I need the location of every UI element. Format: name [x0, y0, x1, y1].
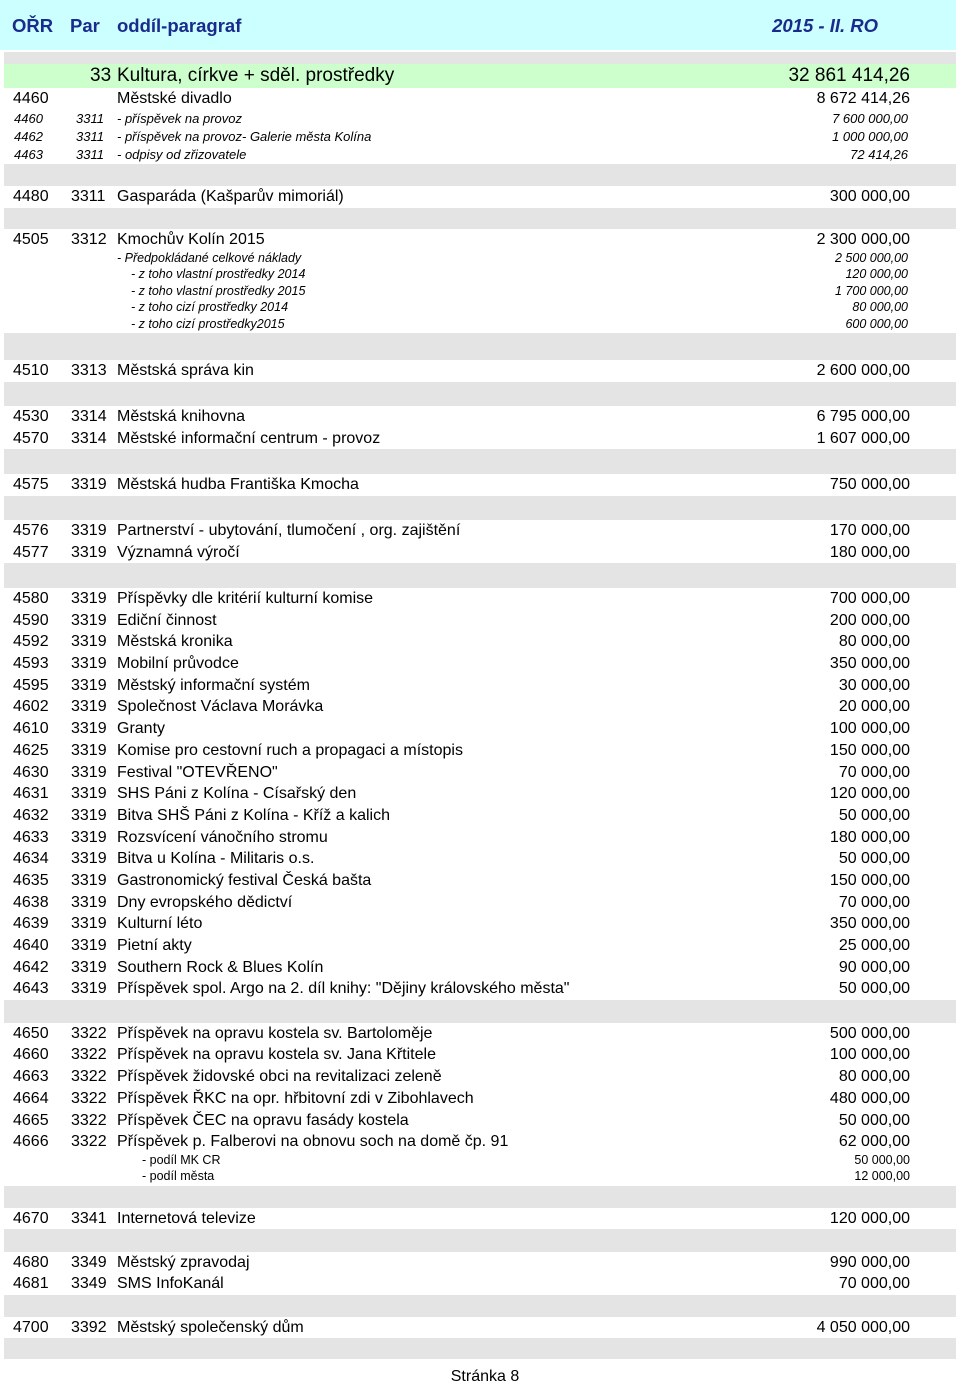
budget-row — [0, 762, 956, 784]
paragraph-code: 3319 — [71, 958, 107, 976]
estimate-row — [0, 251, 956, 268]
budget-row — [0, 360, 956, 382]
orr-code: 4610 — [13, 720, 49, 738]
item-name: Gasparáda (Kašparův mimoriál) — [117, 188, 344, 206]
budget-row — [0, 696, 956, 718]
item-name: Gastronomický festival Česká bašta — [117, 871, 372, 889]
amount: 4 050 000,00 — [816, 1318, 910, 1336]
amount: 72 414,26 — [850, 146, 908, 162]
orr-code: 4665 — [13, 1111, 49, 1129]
item-name: - odpisy od zřizovatele — [117, 146, 247, 162]
amount: 1 700 000,00 — [835, 283, 908, 298]
section-code: 33 — [90, 65, 112, 86]
paragraph-code: 3319 — [71, 871, 107, 889]
paragraph-code: 3349 — [71, 1253, 107, 1271]
item-name: Partnerství - ubytování, tlumočení , org. zajištění — [117, 522, 461, 540]
budget-row — [0, 588, 956, 610]
separator-row — [4, 1338, 956, 1359]
budget-row — [0, 474, 956, 496]
amount: 500 000,00 — [829, 1024, 910, 1042]
amount: 120 000,00 — [845, 267, 908, 282]
orr-code: 4632 — [13, 806, 49, 824]
budget-row — [0, 88, 956, 110]
paragraph-code: 3322 — [71, 1133, 107, 1151]
orr-code: 4530 — [13, 408, 49, 426]
amount: 50 000,00 — [838, 980, 910, 998]
item-name: Southern Rock & Blues Kolín — [117, 958, 324, 976]
item-name: Příspěvek p. Falberovi na obnovu soch na domě čp. 91 — [117, 1133, 509, 1151]
item-name: - příspěvek na provoz- Galerie města Kolína — [117, 128, 372, 144]
orr-code: 4663 — [13, 1068, 49, 1086]
item-name: Příspěvek ČEC na opravu fasády kostela — [117, 1111, 409, 1129]
paragraph-code: 3322 — [71, 1024, 107, 1042]
orr-code: 4570 — [13, 429, 49, 447]
item-name: Městské informační centrum - provoz — [117, 429, 381, 447]
orr-code: 4643 — [13, 980, 49, 998]
amount: 6 795 000,00 — [816, 408, 910, 426]
item-name: Příspěvek spol. Argo na 2. díl knihy: "Dějiny královského města" — [117, 980, 570, 998]
budget-row — [0, 542, 956, 564]
amount: 2 500 000,00 — [835, 250, 908, 265]
budget-row — [0, 631, 956, 653]
budget-row — [0, 827, 956, 849]
item-name: Městská správa kin — [117, 362, 254, 380]
paragraph-code: 3319 — [71, 676, 107, 694]
paragraph-code: 3319 — [71, 611, 107, 629]
amount: 1 000 000,00 — [832, 128, 908, 144]
budget-row — [0, 913, 956, 935]
budget-row — [0, 1023, 956, 1045]
item-name: Příspěvek ŘKC na opr. hřbitovní zdi v Zibohlavech — [117, 1089, 474, 1107]
orr-code: 4666 — [13, 1133, 49, 1151]
separator-row — [4, 382, 956, 406]
separator-row — [4, 1295, 956, 1317]
item-name: Komise pro cestovní ruch a propagaci a místopis — [117, 741, 463, 759]
orr-code: 4580 — [13, 590, 49, 607]
amount: 350 000,00 — [829, 655, 910, 673]
paragraph-code: 3319 — [71, 937, 107, 954]
item-name: Mobilní průvodce — [117, 655, 239, 673]
orr-code: 4660 — [13, 1046, 49, 1064]
amount: 200 000,00 — [829, 611, 910, 629]
amount: 80 000,00 — [838, 633, 910, 651]
separator-row — [4, 496, 956, 520]
amount: 750 000,00 — [829, 476, 910, 494]
breakdown-row — [0, 300, 956, 317]
separator-row — [4, 164, 956, 186]
section-total: 32 861 414,26 — [788, 65, 910, 86]
item-name: Kulturní léto — [117, 915, 203, 933]
paragraph-code: 3311 — [76, 128, 104, 144]
item-name: Festival "OTEVŘENO" — [117, 763, 278, 781]
paragraph-code: 3319 — [71, 543, 107, 561]
paragraph-code: 3319 — [71, 893, 107, 911]
amount: 480 000,00 — [829, 1089, 910, 1107]
item-name: Bitva SHŠ Páni z Kolína - Kříž a kalich — [117, 806, 390, 824]
item-name: Příspěvek na opravu kostela sv. Bartoloměje — [117, 1024, 433, 1042]
amount: 120 000,00 — [829, 1209, 910, 1227]
amount: 62 000,00 — [838, 1133, 910, 1151]
amount: 80 000,00 — [852, 300, 908, 315]
item-name: SMS InfoKanál — [117, 1275, 224, 1293]
orr-code: 4634 — [13, 850, 49, 868]
orr-code: 4681 — [13, 1275, 49, 1293]
budget-row — [0, 229, 956, 251]
separator-row — [4, 1186, 956, 1208]
budget-row — [0, 1131, 956, 1153]
amount: 2 600 000,00 — [816, 362, 910, 380]
orr-code: 4650 — [13, 1024, 49, 1042]
paragraph-code: 3322 — [71, 1046, 107, 1064]
orr-code: 4670 — [13, 1209, 49, 1227]
paragraph-code: 3349 — [71, 1275, 107, 1293]
paragraph-code: 3311 — [76, 146, 104, 162]
paragraph-code: 3319 — [71, 522, 107, 540]
budget-row — [0, 892, 956, 914]
paragraph-code: 3319 — [71, 720, 107, 738]
budget-row — [0, 1317, 956, 1339]
breakdown-label: - z toho cizí prostředky 2014 — [131, 300, 289, 315]
item-name: Kmochův Kolín 2015 — [117, 231, 265, 249]
budget-row — [0, 1044, 956, 1066]
estimate-label: - Předpokládané celkové náklady — [117, 250, 302, 265]
paragraph-code: 3312 — [71, 231, 107, 249]
separator-row — [4, 1000, 956, 1023]
orr-code: 4480 — [13, 188, 49, 206]
amount: 180 000,00 — [829, 828, 910, 846]
paragraph-code: 3319 — [71, 633, 107, 651]
item-name: Pietní akty — [117, 937, 192, 954]
budget-row — [0, 406, 956, 428]
amount: 50 000,00 — [854, 1152, 910, 1167]
orr-code: 4633 — [13, 828, 49, 846]
amount: 70 000,00 — [838, 763, 910, 781]
item-name: Městský informační systém — [117, 676, 310, 694]
paragraph-code: 3319 — [71, 476, 107, 494]
orr-code: 4638 — [13, 893, 49, 911]
amount: 50 000,00 — [838, 1111, 910, 1129]
orr-code: 4635 — [13, 871, 49, 889]
share-label: - podíl města — [142, 1169, 215, 1184]
paragraph-code: 3322 — [71, 1111, 107, 1129]
amount: 80 000,00 — [838, 1068, 910, 1086]
amount: 120 000,00 — [829, 785, 910, 803]
amount: 12 000,00 — [854, 1169, 910, 1184]
item-name: Významná výročí — [117, 543, 240, 561]
orr-code: 4640 — [13, 937, 49, 954]
orr-code: 4595 — [13, 676, 49, 694]
amount: 100 000,00 — [829, 1046, 910, 1064]
amount: 50 000,00 — [838, 806, 910, 824]
item-name: Bitva u Kolína - Militaris o.s. — [117, 850, 315, 868]
orr-code: 4463 — [14, 146, 43, 162]
amount: 70 000,00 — [838, 893, 910, 911]
item-name: Internetová televize — [117, 1209, 256, 1227]
header-col-orr: OŘR — [12, 15, 54, 36]
budget-row — [0, 1252, 956, 1274]
page-number: Stránka 8 — [450, 1368, 520, 1385]
paragraph-code: 3319 — [71, 806, 107, 824]
breakdown-row — [0, 267, 956, 284]
separator-row — [4, 1229, 956, 1251]
budget-row — [0, 653, 956, 675]
orr-code: 4680 — [13, 1253, 49, 1271]
orr-code: 4642 — [13, 958, 49, 976]
orr-code: 4510 — [13, 362, 49, 380]
sub-item-row — [0, 128, 956, 146]
paragraph-code: 3319 — [71, 828, 107, 846]
orr-code: 4593 — [13, 655, 49, 673]
paragraph-code: 3319 — [71, 741, 107, 759]
amount: 180 000,00 — [829, 543, 910, 561]
amount: 20 000,00 — [838, 698, 910, 716]
separator-row — [4, 333, 956, 360]
paragraph-code: 3392 — [71, 1318, 107, 1336]
item-name: Městská knihovna — [117, 408, 246, 426]
breakdown-label: - z toho cizí prostředky2015 — [131, 316, 285, 331]
item-name: Společnost Václava Morávka — [117, 698, 324, 716]
amount: 25 000,00 — [838, 937, 910, 954]
breakdown-label: - z toho vlastní prostředky 2015 — [131, 283, 306, 298]
item-name: Městské divadlo — [117, 90, 232, 107]
budget-row — [0, 957, 956, 979]
breakdown-row — [0, 317, 956, 334]
amount: 990 000,00 — [829, 1253, 910, 1271]
item-name: - příspěvek na provoz — [117, 110, 243, 126]
paragraph-code: 3319 — [71, 980, 107, 998]
amount: 50 000,00 — [838, 850, 910, 868]
share-row — [0, 1153, 956, 1170]
budget-row — [0, 675, 956, 697]
amount: 600 000,00 — [845, 316, 908, 331]
orr-code: 4460 — [14, 110, 43, 126]
paragraph-code: 3311 — [71, 188, 106, 206]
section-row — [0, 64, 956, 88]
budget-table-body — [0, 88, 956, 1359]
header-separator — [4, 52, 956, 64]
share-label: - podíl MK CR — [142, 1152, 221, 1167]
item-name: Dny evropského dědictví — [117, 893, 293, 911]
budget-row — [0, 805, 956, 827]
budget-row — [0, 870, 956, 892]
item-name: Příspěvek na opravu kostela sv. Jana Křtitele — [117, 1046, 436, 1064]
amount: 150 000,00 — [829, 871, 910, 889]
budget-row — [0, 1088, 956, 1110]
amount: 100 000,00 — [829, 720, 910, 738]
orr-code: 4590 — [13, 611, 49, 629]
orr-code: 4460 — [13, 90, 49, 107]
table-header — [0, 0, 956, 50]
separator-row — [4, 563, 956, 588]
paragraph-code: 3319 — [71, 785, 107, 803]
orr-code: 4630 — [13, 763, 49, 781]
amount: 70 000,00 — [838, 1275, 910, 1293]
budget-row — [0, 848, 956, 870]
sub-item-row — [0, 110, 956, 128]
paragraph-code: 3322 — [71, 1089, 107, 1107]
amount: 300 000,00 — [829, 188, 910, 206]
amount: 90 000,00 — [838, 958, 910, 976]
paragraph-code: 3319 — [71, 850, 107, 868]
budget-row — [0, 186, 956, 208]
share-row — [0, 1169, 956, 1186]
paragraph-code: 3314 — [71, 408, 107, 426]
budget-row — [0, 718, 956, 740]
amount: 8 672 414,26 — [816, 90, 910, 107]
item-name: Městská hudba Františka Kmocha — [117, 476, 359, 494]
orr-code: 4576 — [13, 522, 49, 540]
separator-row — [4, 449, 956, 474]
item-name: SHS Páni z Kolína - Císařský den — [117, 785, 357, 803]
orr-code: 4462 — [14, 128, 43, 144]
budget-row — [0, 428, 956, 450]
item-name: Příspěvky dle kritérií kulturní komise — [117, 590, 374, 607]
budget-row — [0, 1110, 956, 1132]
budget-row — [0, 740, 956, 762]
amount: 150 000,00 — [829, 741, 910, 759]
orr-code: 4602 — [13, 698, 49, 716]
paragraph-code: 3319 — [71, 915, 107, 933]
amount: 350 000,00 — [829, 915, 910, 933]
item-name: Městská kronika — [117, 633, 233, 651]
amount: 1 607 000,00 — [816, 429, 910, 447]
paragraph-code: 3313 — [71, 362, 107, 380]
header-col-par: Par — [70, 15, 100, 36]
paragraph-code: 3311 — [76, 110, 104, 126]
amount: 700 000,00 — [829, 590, 910, 607]
section-title: Kultura, církve + sděl. prostředky — [117, 65, 395, 86]
paragraph-code: 3319 — [71, 590, 107, 607]
budget-row — [0, 935, 956, 957]
budget-row — [0, 783, 956, 805]
item-name: Příspěvek židovské obci na revitalizaci zeleně — [117, 1068, 442, 1086]
budget-row — [0, 1273, 956, 1295]
paragraph-code: 3319 — [71, 698, 107, 716]
paragraph-code: 3319 — [71, 763, 107, 781]
breakdown-row — [0, 284, 956, 301]
orr-code: 4625 — [13, 741, 49, 759]
budget-row — [0, 978, 956, 1000]
budget-row — [0, 1066, 956, 1088]
orr-code: 4700 — [13, 1318, 49, 1336]
orr-code: 4664 — [13, 1089, 49, 1107]
orr-code: 4575 — [13, 476, 49, 494]
paragraph-code: 3341 — [71, 1209, 107, 1227]
paragraph-code: 3314 — [71, 429, 107, 447]
paragraph-code: 3322 — [71, 1068, 107, 1086]
item-name: Ediční činnost — [117, 611, 217, 629]
item-name: Městský zpravodaj — [117, 1253, 250, 1271]
item-name: Rozsvícení vánočního stromu — [117, 828, 328, 846]
orr-code: 4592 — [13, 633, 49, 651]
sub-item-row — [0, 146, 956, 164]
amount: 2 300 000,00 — [816, 231, 910, 249]
orr-code: 4631 — [13, 785, 49, 803]
orr-code: 4505 — [13, 231, 49, 249]
amount: 30 000,00 — [838, 676, 910, 694]
header-period: 2015 - II. RO — [772, 15, 878, 36]
header-col-oddil: oddíl-paragraf — [117, 15, 242, 36]
item-name: Městský společenský dům — [117, 1318, 304, 1336]
item-name: Granty — [117, 720, 166, 738]
budget-row — [0, 520, 956, 542]
breakdown-label: - z toho vlastní prostředky 2014 — [131, 267, 306, 282]
amount: 170 000,00 — [829, 522, 910, 540]
orr-code: 4639 — [13, 915, 49, 933]
orr-code: 4577 — [13, 543, 49, 561]
budget-row — [0, 1208, 956, 1230]
budget-row — [0, 610, 956, 632]
amount: 7 600 000,00 — [832, 110, 908, 126]
separator-row — [4, 208, 956, 229]
paragraph-code: 3319 — [71, 655, 107, 673]
